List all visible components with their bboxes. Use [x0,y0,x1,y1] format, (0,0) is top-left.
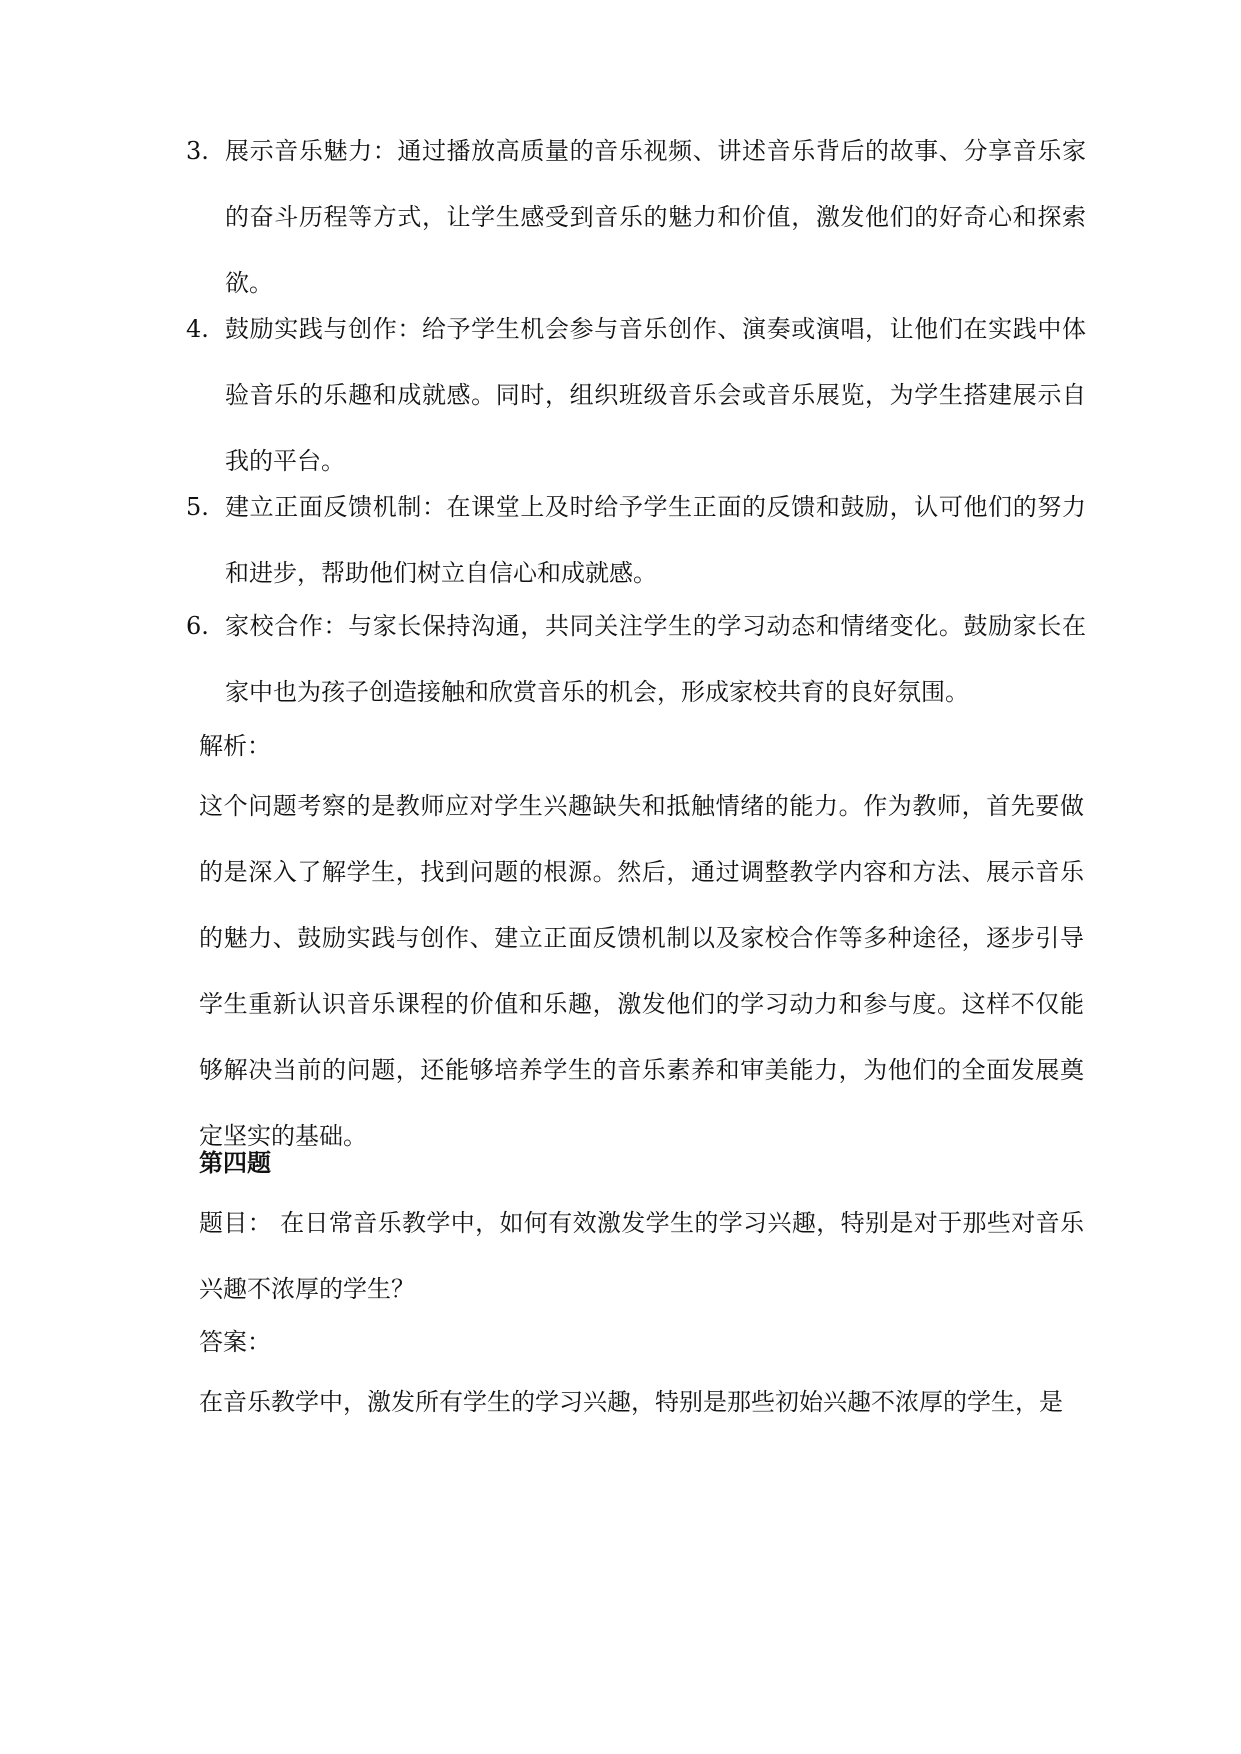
question-paragraph: 题目： 在日常音乐教学中，如何有效激发学生的学习兴趣，特别是对于那些对音乐兴趣不浓厚的学生？ [199,1209,1084,1303]
list-item-6 [186,593,1086,725]
analysis-label: 解析： [199,732,271,760]
list-text: 展示音乐魅力：通过播放高质量的音乐视频、讲述音乐背后的故事、分享音乐家的奋斗历程等方式，让学生感受到音乐的魅力和价值，激发他们的好奇心和探索欲。 [225,137,1086,297]
list-number: 4. [186,315,209,343]
answer-label: 答案： [199,1328,271,1356]
list-text: 鼓励实践与创作：给予学生机会参与音乐创作、演奏或演唱，让他们在实践中体验音乐的乐趣和成就感。同时，组织班级音乐会或音乐展览，为学生搭建展示自我的平台。 [225,315,1086,475]
list-item-3 [186,118,1086,316]
list-item-4 [186,296,1086,494]
list-number: 3. [186,137,209,165]
section-heading: 第四题 [199,1148,271,1177]
list-text: 建立正面反馈机制：在课堂上及时给予学生正面的反馈和鼓励，认可他们的努力和进步，帮助他们树立自信心和成就感。 [225,493,1086,587]
list-number: 6. [186,612,209,640]
list-item-5 [186,474,1086,606]
list-text: 家校合作：与家长保持沟通，共同关注学生的学习动态和情绪变化。鼓励家长在家中也为孩子创造接触和欣赏音乐的机会，形成家校共育的良好氛围。 [225,612,1086,706]
answer-paragraph: 在音乐教学中，激发所有学生的学习兴趣，特别是那些初始兴趣不浓厚的学生，是 [199,1388,1063,1416]
list-number: 5. [186,493,209,521]
analysis-paragraph: 这个问题考察的是教师应对学生兴趣缺失和抵触情绪的能力。作为教师，首先要做的是深入了解学生，找到问题的根源。然后，通过调整教学内容和方法、展示音乐的魅力、鼓励实践与创作、建立正面反馈机制以及家校合作等多种途径，逐步引导学生重新认识音乐课程的价值和乐趣，激发他们的学习动力和参与度。这样不仅能够解决当前的问题，还能够培养学生的音乐素养和审美能力，为他们的全面发展奠定坚实的基础。 [199,792,1084,1150]
